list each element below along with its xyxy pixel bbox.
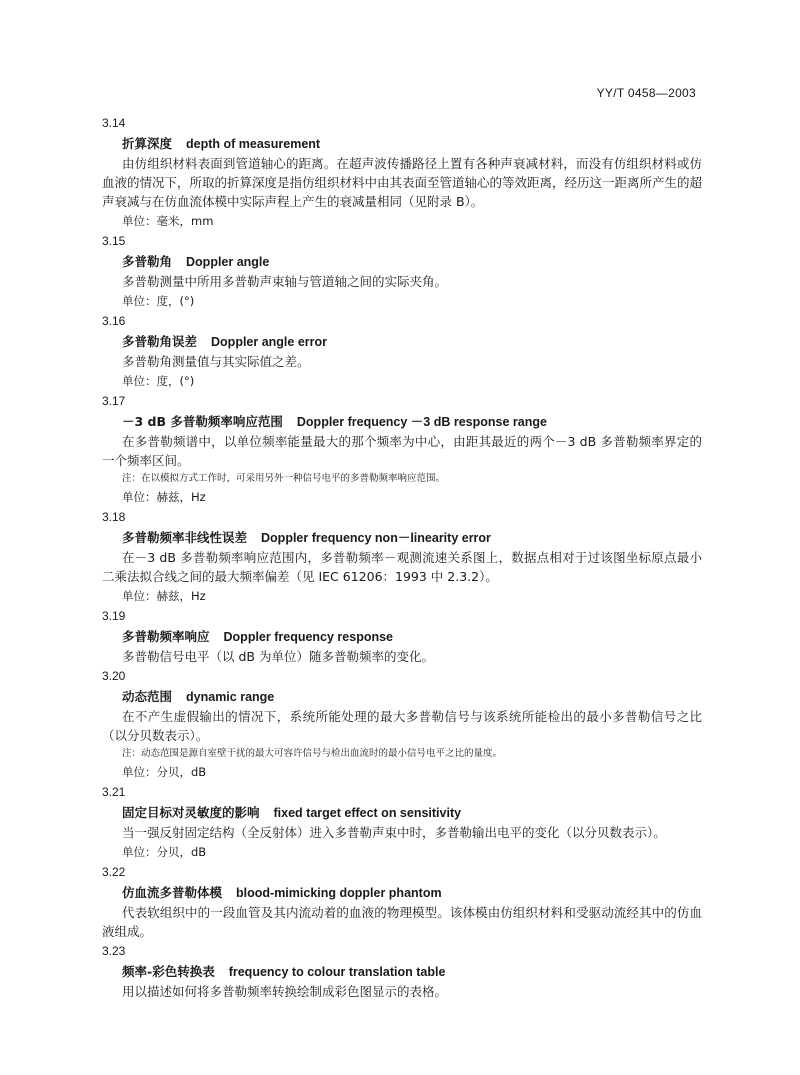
term-en: Doppler frequency non－linearity error <box>261 531 491 545</box>
term-definition: 在多普勒频谱中，以单位频率能量最大的那个频率为中心，由距其最近的两个－3 dB 多普勒频率界定的一个频率区间。 <box>102 434 702 468</box>
term-entry-3-15 <box>102 231 702 311</box>
term-note: 注：动态范围是源自室壁干扰的最大可容许信号与检出血流时的最小信号电平之比的量度。 <box>122 748 503 759</box>
term-definition: 代表软组织中的一段血管及其内流动着的血液的物理模型。该体模由仿组织材料和受驱动流经其中的仿血液组成。 <box>102 905 702 939</box>
term-en: Doppler angle <box>186 255 270 269</box>
term-definition: 用以描述如何将多普勒频率转换绘制成彩色图显示的表格。 <box>122 984 448 999</box>
term-number: 3.15 <box>102 234 126 248</box>
term-definition: 在不产生虚假输出的情况下，系统所能处理的最大多普勒信号与该系统所能检出的最小多普勒信号之比（以分贝数表示）。 <box>102 709 702 743</box>
term-entry-3-20 <box>102 666 702 782</box>
term-en: Doppler angle error <box>211 335 328 349</box>
term-zh: －3 dB 多普勒频率响应范围 <box>122 414 283 429</box>
term-en: fixed target effect on sensitivity <box>273 806 462 820</box>
term-heading <box>122 961 702 982</box>
term-en: Doppler frequency －3 dB response range <box>296 415 547 429</box>
term-entry-3-16 <box>102 311 702 391</box>
term-zh: 仿血流多普勒体模 <box>122 885 223 900</box>
term-number: 3.18 <box>102 510 126 524</box>
standard-code: YY/T 0458—2003 <box>596 86 696 100</box>
term-number: 3.16 <box>102 314 126 328</box>
term-definition: 当一强反射固定结构（全反射体）进入多普勒声束中时，多普勒输出电平的变化（以分贝数表示）。 <box>122 825 666 840</box>
term-en: blood-mimicking doppler phantom <box>236 886 442 900</box>
term-zh: 多普勒频率非线性误差 <box>122 530 248 545</box>
term-definition: 在－3 dB 多普勒频率响应范围内，多普勒频率－观测流速关系图上，数据点相对于过该图坐标原点最小二乘法拟合线之间的最大频率偏差（见 IEC 61206：1993 中 2.3.2）。 <box>102 550 702 584</box>
term-zh: 固定目标对灵敏度的影响 <box>122 805 260 820</box>
term-en: Doppler frequency response <box>223 630 394 644</box>
term-unit: 单位：度，(°) <box>122 374 195 388</box>
term-definition: 多普勒测量中所用多普勒声束轴与管道轴之间的实际夹角。 <box>122 274 448 289</box>
term-heading <box>122 626 702 647</box>
term-zh: 多普勒角误差 <box>122 334 198 349</box>
term-unit: 单位：度，(°) <box>122 294 195 308</box>
term-zh: 频率-彩色转换表 <box>122 964 215 979</box>
term-entry-3-18 <box>102 507 702 606</box>
term-en: dynamic range <box>186 690 275 704</box>
term-number: 3.19 <box>102 609 126 623</box>
term-number: 3.20 <box>102 669 126 683</box>
term-definition: 由仿组织材料表面到管道轴心的距离。在超声波传播路径上置有各种声衰减材料，而没有仿组织材料或仿血液的情况下，所取的折算深度是指仿组织材料中由其表面至管道轴心的等效距离，经历这一距离所产生的超声衰减与在仿血流体模中实际声程上产生的衰减量相同（见附录 B）。 <box>102 156 703 209</box>
terms-list <box>102 113 702 1001</box>
term-zh: 动态范围 <box>122 689 173 704</box>
term-number: 3.23 <box>102 944 126 958</box>
term-zh: 多普勒角 <box>122 254 173 269</box>
term-heading <box>122 527 702 548</box>
term-number: 3.17 <box>102 394 126 408</box>
term-unit: 单位：分贝，dB <box>122 765 207 779</box>
term-heading <box>122 331 702 352</box>
term-heading <box>122 802 702 823</box>
term-entry-3-21 <box>102 782 702 862</box>
term-entry-3-22 <box>102 862 702 941</box>
term-definition: 多普勒信号电平（以 dB 为单位）随多普勒频率的变化。 <box>122 649 434 664</box>
term-entry-3-23 <box>102 941 702 1001</box>
term-entry-3-14 <box>102 113 702 231</box>
term-entry-3-19 <box>102 606 702 666</box>
term-heading <box>122 686 702 707</box>
term-heading <box>122 411 702 432</box>
term-heading <box>122 882 702 903</box>
term-zh: 多普勒频率响应 <box>122 629 210 644</box>
term-definition: 多普勒角测量值与其实际值之差。 <box>122 354 310 369</box>
term-number: 3.14 <box>102 116 126 130</box>
term-number: 3.22 <box>102 865 126 879</box>
term-unit: 单位：赫兹，Hz <box>122 589 206 603</box>
term-en: frequency to colour translation table <box>228 965 446 979</box>
term-note: 注：在以模拟方式工作时，可采用另外一种信号电平的多普勒频率响应范围。 <box>122 473 446 484</box>
term-en: depth of measurement <box>186 137 321 151</box>
term-heading <box>122 133 702 154</box>
term-entry-3-17 <box>102 391 702 507</box>
term-unit: 单位：赫兹，Hz <box>122 490 206 504</box>
term-unit: 单位：毫米，mm <box>122 214 214 228</box>
term-zh: 折算深度 <box>122 136 173 151</box>
term-heading <box>122 251 702 272</box>
term-unit: 单位：分贝，dB <box>122 845 207 859</box>
term-number: 3.21 <box>102 785 126 799</box>
